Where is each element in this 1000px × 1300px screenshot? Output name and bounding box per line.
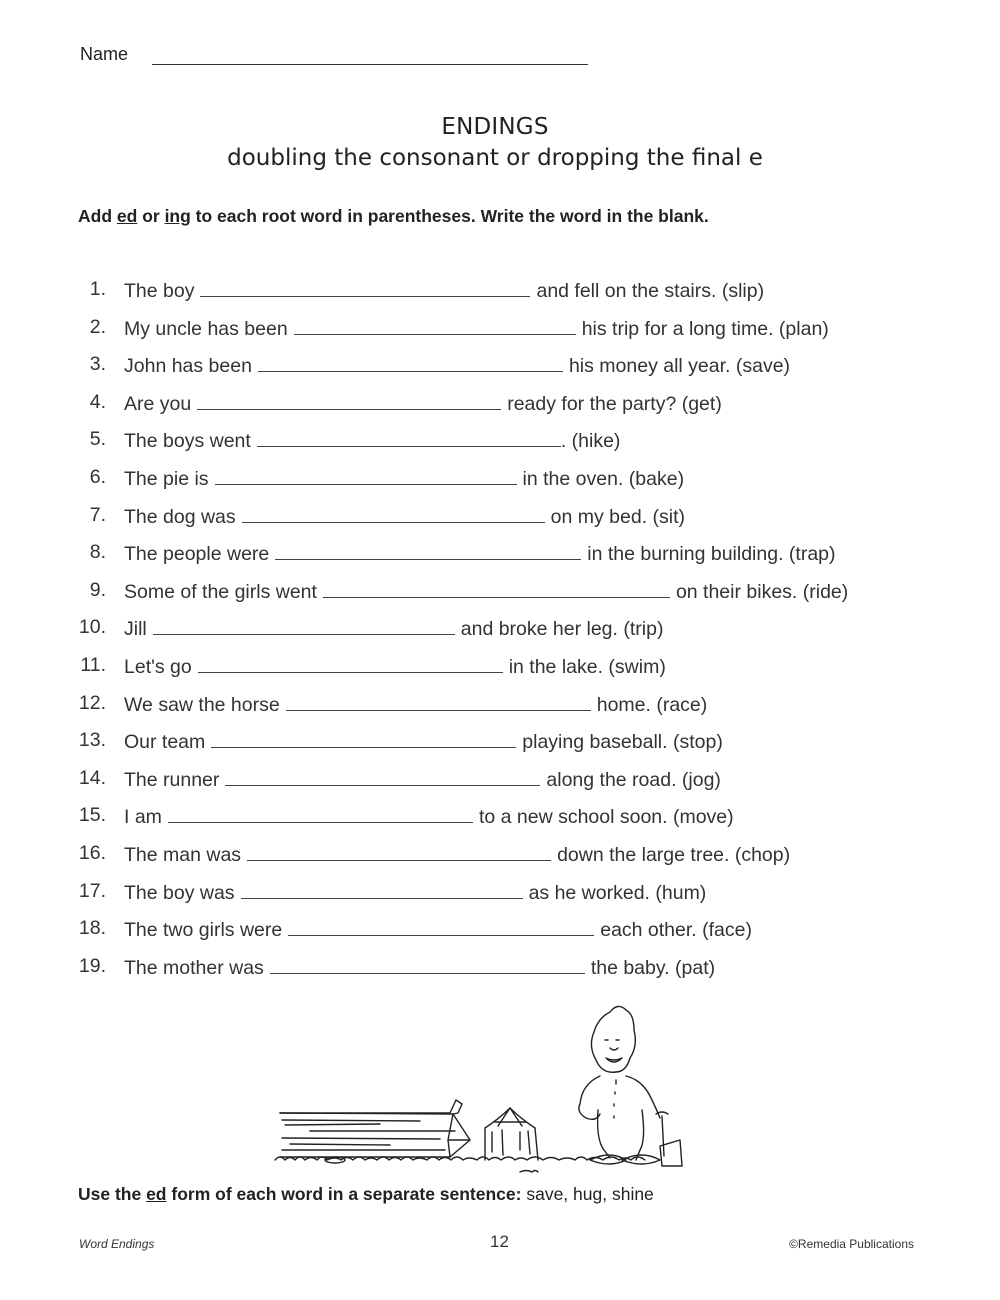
- item-sentence: [124, 504, 685, 529]
- item-text-before: The pie is: [124, 468, 209, 490]
- lumberjack-icon: [579, 1006, 682, 1166]
- item-number: 9.: [89, 578, 106, 601]
- item-text-before: Jill: [124, 618, 147, 641]
- item-text-before: The boys went: [124, 430, 251, 453]
- item-text-before: The dog was: [124, 505, 236, 528]
- answer-blank[interactable]: [198, 654, 503, 673]
- answer-blank[interactable]: [257, 428, 561, 447]
- item-text-after: down the large tree. (chop): [557, 844, 791, 866]
- answer-blank[interactable]: [286, 692, 591, 711]
- item-text-before: The mother was: [124, 956, 264, 979]
- item-sentence: [124, 654, 666, 679]
- follow-up-part2: form of each word in a separate sentence:: [166, 1184, 522, 1204]
- item-sentence: [124, 428, 620, 453]
- item-text-before: Our team: [124, 731, 206, 754]
- worksheet-subtitle: doubling the consonant or dropping the final e: [227, 145, 763, 171]
- item-text-before: The people were: [124, 543, 270, 566]
- answer-blank[interactable]: [242, 504, 545, 523]
- item-text-after: each other. (face): [600, 919, 752, 942]
- item-text-after: his money all year. (save): [568, 355, 791, 378]
- item-number: 4.: [89, 390, 106, 413]
- item-text-before: The runner: [124, 768, 220, 791]
- page-number: 12: [490, 1232, 509, 1251]
- item-number: 14.: [78, 766, 106, 789]
- item-text-before: My uncle has been: [124, 317, 288, 340]
- item-text-before: Let's go: [124, 656, 192, 678]
- item-sentence: [124, 353, 790, 378]
- item-number: 18.: [78, 917, 106, 940]
- answer-blank[interactable]: [294, 316, 576, 335]
- item-sentence: [124, 917, 752, 942]
- item-number: 15.: [78, 804, 106, 827]
- item-sentence: [124, 278, 764, 303]
- item-number: 17.: [78, 879, 106, 902]
- item-number: 7.: [89, 503, 106, 526]
- follow-up-part1: Use the: [78, 1184, 147, 1204]
- item-sentence: [124, 616, 663, 641]
- item-text-after: . (hike): [560, 430, 621, 453]
- item-text-after: and broke her leg. (trip): [460, 618, 664, 641]
- item-sentence: [124, 729, 723, 754]
- item-text-after: on their bikes. (ride): [675, 580, 849, 603]
- name-blank-line[interactable]: [152, 64, 588, 65]
- item-number: 11.: [80, 654, 106, 676]
- item-text-before: The boy was: [124, 881, 235, 904]
- stump-icon: [485, 1108, 538, 1160]
- instructions-ed: ed: [116, 206, 138, 226]
- item-text-before: The man was: [124, 844, 242, 866]
- item-text-after: ready for the party? (get): [507, 392, 722, 415]
- item-number: 10.: [78, 616, 106, 639]
- item-sentence: [124, 767, 721, 792]
- instructions-ing: ing: [164, 206, 191, 226]
- item-sentence: [124, 880, 706, 905]
- item-sentence: [124, 466, 684, 491]
- item-text-before: The two girls were: [124, 919, 283, 942]
- item-text-after: on my bed. (sit): [550, 505, 686, 528]
- item-sentence: [124, 579, 848, 604]
- follow-up-ed: ed: [146, 1184, 167, 1204]
- item-number: 1.: [89, 278, 106, 300]
- footer-title: Word Endings: [79, 1237, 155, 1251]
- item-text-after: his trip for a long time. (plan): [581, 317, 829, 340]
- item-number: 12.: [78, 691, 106, 714]
- name-label: Name: [80, 44, 129, 64]
- item-number: 5.: [89, 428, 106, 451]
- lumberjack-illustration: [270, 1000, 730, 1180]
- instructions-part2: or: [137, 206, 165, 226]
- item-number: 16.: [78, 842, 106, 864]
- item-text-after: home. (race): [596, 693, 708, 716]
- answer-blank[interactable]: [197, 391, 501, 410]
- item-sentence: [124, 316, 829, 341]
- item-text-after: and fell on the stairs. (slip): [536, 280, 765, 302]
- item-text-before: We saw the horse: [124, 693, 280, 716]
- log-icon: [280, 1100, 470, 1157]
- item-sentence: [124, 955, 715, 980]
- answer-blank[interactable]: [275, 541, 581, 560]
- footer-publisher: ©Remedia Publications: [789, 1237, 914, 1251]
- item-text-after: the baby. (pat): [590, 956, 716, 979]
- item-text-after: as he worked. (hum): [528, 881, 707, 904]
- item-number: 6.: [89, 466, 106, 488]
- item-text-before: Are you: [124, 392, 192, 415]
- item-number: 13.: [78, 729, 106, 752]
- item-text-after: playing baseball. (stop): [522, 731, 723, 754]
- instructions: [78, 206, 709, 227]
- item-text-after: along the road. (jog): [546, 768, 721, 791]
- item-sentence: [124, 842, 790, 867]
- answer-blank[interactable]: [200, 278, 530, 297]
- instructions-part3: to each root word in parentheses. Write the word in the blank.: [190, 206, 709, 226]
- item-text-after: in the oven. (bake): [522, 468, 685, 490]
- answer-blank[interactable]: [247, 842, 551, 861]
- answer-blank[interactable]: [168, 804, 473, 823]
- follow-up-instruction: [78, 1184, 654, 1205]
- answer-blank[interactable]: [258, 353, 563, 372]
- item-text-after: in the burning building. (trap): [587, 543, 836, 566]
- item-sentence: [124, 391, 722, 416]
- item-text-before: Some of the girls went: [124, 580, 317, 603]
- item-sentence: [124, 541, 836, 566]
- item-text-before: The boy: [124, 280, 195, 302]
- item-number: 8.: [89, 541, 106, 564]
- item-sentence: [124, 804, 734, 829]
- item-number: 2.: [89, 315, 106, 338]
- answer-blank[interactable]: [211, 729, 516, 748]
- item-sentence: [124, 692, 707, 717]
- item-number: 3.: [89, 353, 106, 376]
- worksheet-title: ENDINGS: [441, 114, 549, 140]
- answer-blank[interactable]: [288, 917, 594, 936]
- instructions-part1: Add: [78, 206, 117, 226]
- answer-blank[interactable]: [215, 466, 517, 485]
- item-text-after: to a new school soon. (move): [478, 806, 734, 829]
- item-text-before: I am: [124, 806, 162, 829]
- answer-blank[interactable]: [153, 616, 455, 635]
- answer-blank[interactable]: [241, 880, 523, 899]
- answer-blank[interactable]: [270, 955, 585, 974]
- item-number: 19.: [78, 954, 106, 977]
- answer-blank[interactable]: [225, 767, 540, 786]
- item-text-after: in the lake. (swim): [508, 656, 666, 678]
- follow-up-words: save, hug, shine: [521, 1184, 654, 1204]
- answer-blank[interactable]: [323, 579, 670, 598]
- item-text-before: John has been: [124, 355, 252, 378]
